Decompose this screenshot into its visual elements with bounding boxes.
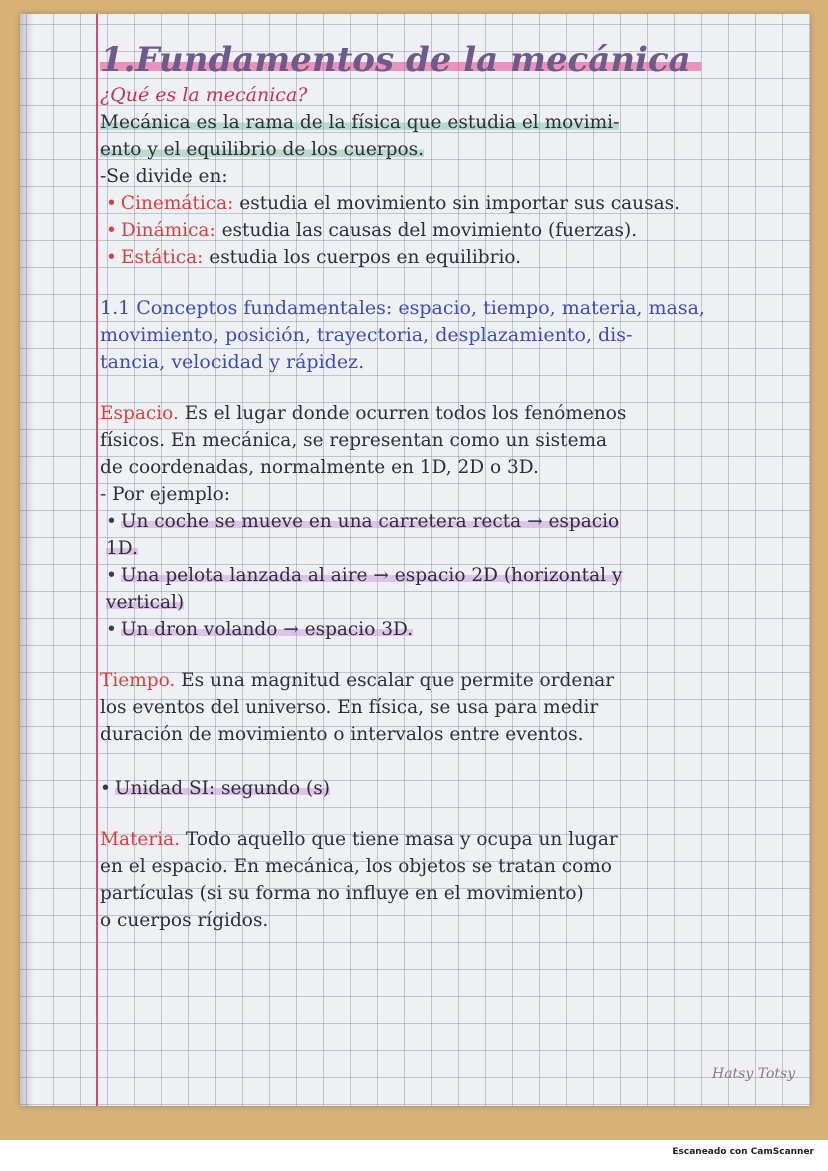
scanner-watermark: Escaneado con CamScanner bbox=[672, 1147, 814, 1157]
branch-text: estudia las causas del movimiento (fuerzas). bbox=[215, 220, 638, 241]
examples-list bbox=[100, 508, 780, 643]
bullet-icon: • bbox=[106, 511, 117, 532]
bullet-icon: • bbox=[106, 220, 117, 241]
concepts-section bbox=[100, 295, 780, 376]
branch-item bbox=[106, 217, 780, 244]
bullet-icon: • bbox=[106, 193, 117, 214]
example-item bbox=[106, 508, 780, 562]
concepts-line-2: movimiento, posición, trayectoria, desplazamiento, dis- bbox=[100, 324, 633, 346]
tiempo-unit-line bbox=[100, 775, 780, 802]
example-text-2a: Una pelota lanzada al aire → espacio 2D (horizontal y bbox=[120, 565, 623, 586]
espacio-section bbox=[100, 400, 780, 643]
branch-term: Cinemática: bbox=[120, 193, 234, 214]
spacer bbox=[100, 748, 780, 775]
definition-line-1 bbox=[100, 109, 780, 136]
example-text-1b: 1D. bbox=[106, 538, 138, 559]
definition-text-1: Mecánica es la rama de la física que estudia el movimi- bbox=[100, 112, 620, 133]
espacio-text-1: Es el lugar donde ocurren todos los fenómenos bbox=[178, 403, 627, 424]
materia-text-1: Todo aquello que tiene masa y ocupa un lugar bbox=[180, 829, 618, 850]
intro-question: ¿Qué es la mecánica? bbox=[100, 84, 308, 106]
materia-line-2: en el espacio. En mecánica, los objetos se tratan como bbox=[100, 856, 612, 877]
branch-text: estudia el movimiento sin importar sus causas. bbox=[233, 193, 680, 214]
notes-content bbox=[100, 38, 780, 934]
tiempo-section bbox=[100, 667, 780, 802]
page-title: 1.Fundamentos de la mecánica bbox=[100, 38, 701, 82]
bullet-icon: • bbox=[106, 619, 117, 640]
branch-term: Estática: bbox=[120, 247, 204, 268]
example-text-2b: vertical) bbox=[106, 592, 185, 613]
materia-term: Materia. bbox=[100, 829, 181, 850]
concepts-line-3: tancia, velocidad y rápidez. bbox=[100, 351, 365, 373]
example-text-1a: Un coche se mueve en una carretera recta → espacio bbox=[120, 511, 620, 532]
margin-line bbox=[96, 14, 98, 1106]
espacio-line-1 bbox=[100, 400, 780, 427]
tiempo-text-1: Es una magnitud escalar que permite ordenar bbox=[175, 670, 615, 691]
intro-section bbox=[100, 82, 780, 271]
concepts-line-1: 1.1 Conceptos fundamentales: espacio, tiempo, materia, masa, bbox=[100, 297, 705, 319]
espacio-line-2: físicos. En mecánica, se representan como un sistema bbox=[100, 430, 608, 451]
branch-text: estudia los cuerpos en equilibrio. bbox=[203, 247, 522, 268]
tiempo-unit: Unidad SI: segundo (s) bbox=[114, 778, 330, 799]
materia-line-1 bbox=[100, 826, 780, 853]
definition-line-2 bbox=[100, 136, 780, 163]
bullet-icon: • bbox=[106, 247, 117, 268]
tiempo-line-3: duración de movimiento o intervalos entre eventos. bbox=[100, 724, 584, 745]
tiempo-line-1 bbox=[100, 667, 780, 694]
espacio-term: Espacio. bbox=[100, 403, 179, 424]
signature: Hatsy Totsy bbox=[712, 1066, 796, 1082]
example-item bbox=[106, 562, 780, 616]
tiempo-line-2: los eventos del universo. En física, se usa para medir bbox=[100, 697, 599, 718]
bullet-icon: • bbox=[100, 778, 111, 799]
branch-item bbox=[106, 190, 780, 217]
materia-line-3: partículas (si su forma no influye en el movimiento) bbox=[100, 883, 584, 904]
page-binding-shadow bbox=[20, 14, 34, 1106]
bullet-icon: • bbox=[106, 565, 117, 586]
branch-term: Dinámica: bbox=[120, 220, 216, 241]
example-item bbox=[106, 616, 780, 643]
example-label: - Por ejemplo: bbox=[100, 484, 230, 505]
materia-section bbox=[100, 826, 780, 934]
definition-text-2: ento y el equilibrio de los cuerpos. bbox=[100, 139, 424, 160]
materia-line-4: o cuerpos rígidos. bbox=[100, 910, 269, 931]
example-text-3a: Un dron volando → espacio 3D. bbox=[120, 619, 414, 640]
espacio-line-3: de coordenadas, normalmente en 1D, 2D o 3D. bbox=[100, 457, 539, 478]
branches-list bbox=[100, 190, 780, 271]
divide-label: -Se divide en: bbox=[100, 166, 228, 187]
branch-item bbox=[106, 244, 780, 271]
tiempo-term: Tiempo. bbox=[100, 670, 176, 691]
